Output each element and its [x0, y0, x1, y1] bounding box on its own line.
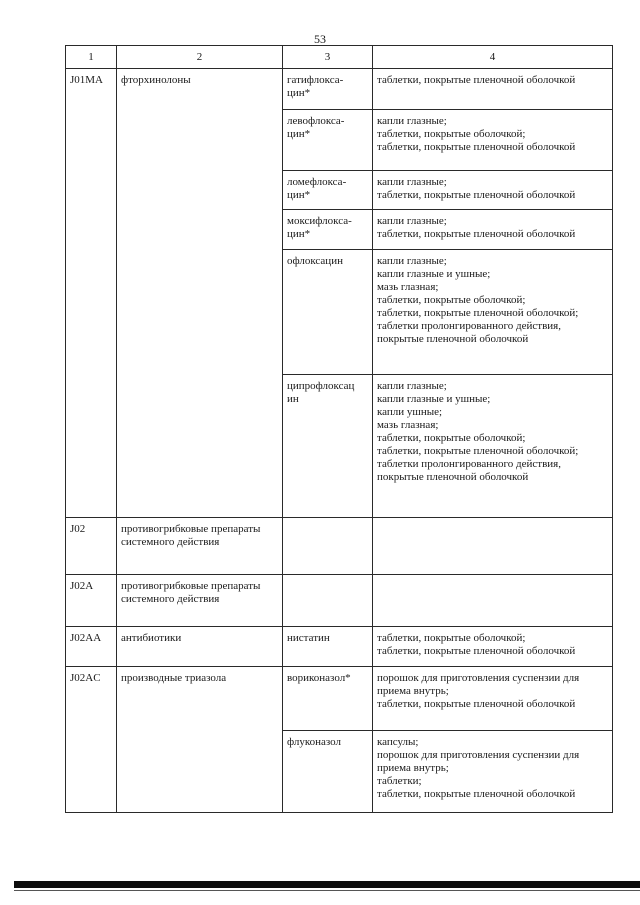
- dosage-form-line: таблетки, покрытые оболочкой;: [377, 632, 526, 644]
- atc-code-cell: [66, 171, 117, 210]
- group-name-cell: фторхинолоны: [117, 69, 283, 110]
- dosage-form-line: таблетки, покрытые оболочкой;: [377, 128, 526, 140]
- atc-code-cell: J02AC: [66, 667, 117, 731]
- drug-name-cell: моксифлокса- цин*: [283, 210, 373, 250]
- atc-code-cell: [66, 250, 117, 375]
- table-row: [66, 110, 613, 171]
- header-col-3: 3: [283, 46, 373, 69]
- table-body: [66, 69, 613, 813]
- atc-code-cell: J02AA: [66, 627, 117, 667]
- atc-code-cell: [66, 375, 117, 518]
- dosage-forms-cell: [373, 250, 613, 375]
- group-name-cell: антибиотики: [117, 627, 283, 667]
- dosage-form-line: капли глазные;: [377, 255, 447, 267]
- dosage-form-line: таблетки, покрытые оболочкой;: [377, 294, 526, 306]
- dosage-forms-cell: [373, 69, 613, 110]
- dosage-form-line: таблетки, покрытые пленочной оболочкой: [377, 698, 576, 710]
- dosage-form-line: капли глазные и ушные;: [377, 268, 491, 280]
- atc-code-cell: [66, 210, 117, 250]
- atc-code-cell: J02A: [66, 575, 117, 627]
- dosage-form-line: таблетки;: [377, 775, 422, 787]
- dosage-form-line: таблетки, покрытые пленочной оболочкой: [377, 228, 576, 240]
- dosage-forms-cell: [373, 210, 613, 250]
- page-number: 53: [314, 32, 326, 46]
- dosage-form-line: капли глазные и ушные;: [377, 393, 491, 405]
- dosage-form-line: капсулы;: [377, 736, 419, 748]
- drug-name-cell: ломефлокса- цин*: [283, 171, 373, 210]
- dosage-form-line: таблетки, покрытые пленочной оболочкой: [377, 645, 576, 657]
- dosage-form-line: мазь глазная;: [377, 281, 439, 293]
- table-row: [66, 375, 613, 518]
- group-name-cell: [117, 110, 283, 171]
- header-col-2: 2: [117, 46, 283, 69]
- drug-name-cell: нистатин: [283, 627, 373, 667]
- atc-code-cell: [66, 110, 117, 171]
- drug-name-cell: офлоксацин: [283, 250, 373, 375]
- footer-rule: [14, 881, 640, 888]
- table-row: [66, 171, 613, 210]
- dosage-forms-cell: [373, 627, 613, 667]
- dosage-forms-cell: [373, 110, 613, 171]
- dosage-forms-cell: [373, 575, 613, 627]
- header-col-4: 4: [373, 46, 613, 69]
- group-name-cell: [117, 375, 283, 518]
- dosage-form-line: таблетки, покрытые пленочной оболочкой: [377, 141, 576, 153]
- group-name-cell: [117, 210, 283, 250]
- drug-name-cell: [283, 518, 373, 575]
- group-name-cell: противогрибковые препараты системного действия: [117, 518, 283, 575]
- dosage-form-line: таблетки пролонгированного действия, покрытые пленочной оболочкой: [377, 458, 561, 483]
- table-row: [66, 518, 613, 575]
- header-col-1: 1: [66, 46, 117, 69]
- dosage-form-line: таблетки, покрытые пленочной оболочкой;: [377, 445, 579, 457]
- table-row: [66, 667, 613, 731]
- drug-name-cell: гатифлокса- цин*: [283, 69, 373, 110]
- table-row: [66, 575, 613, 627]
- dosage-form-line: капли ушные;: [377, 406, 443, 418]
- dosage-form-line: таблетки, покрытые пленочной оболочкой: [377, 189, 576, 201]
- footer-rule-thin: [14, 890, 640, 891]
- table-row: [66, 627, 613, 667]
- drug-name-cell: флуконазол: [283, 731, 373, 813]
- group-name-cell: производные триазола: [117, 667, 283, 731]
- table-row: [66, 250, 613, 375]
- dosage-forms-cell: [373, 171, 613, 210]
- atc-code-cell: J01MA: [66, 69, 117, 110]
- drug-name-cell: левофлокса- цин*: [283, 110, 373, 171]
- drug-table: [65, 45, 613, 813]
- dosage-form-line: капли глазные;: [377, 115, 447, 127]
- atc-code-cell: J02: [66, 518, 117, 575]
- drug-name-cell: вориконазол*: [283, 667, 373, 731]
- header-row: [66, 46, 613, 69]
- dosage-forms-cell: [373, 375, 613, 518]
- dosage-forms-cell: [373, 731, 613, 813]
- dosage-form-line: таблетки, покрытые пленочной оболочкой: [377, 788, 576, 800]
- dosage-form-line: таблетки, покрытые пленочной оболочкой;: [377, 307, 579, 319]
- group-name-cell: [117, 171, 283, 210]
- dosage-form-line: таблетки, покрытые оболочкой;: [377, 432, 526, 444]
- dosage-forms-cell: [373, 667, 613, 731]
- table-row: [66, 731, 613, 813]
- dosage-form-line: капли глазные;: [377, 176, 447, 188]
- group-name-cell: [117, 250, 283, 375]
- drug-name-cell: [283, 575, 373, 627]
- dosage-form-line: порошок для приготовления суспензии для приема внутрь;: [377, 749, 580, 774]
- dosage-form-line: капли глазные;: [377, 215, 447, 227]
- table-row: [66, 69, 613, 110]
- group-name-cell: противогрибковые препараты системного действия: [117, 575, 283, 627]
- dosage-form-line: таблетки пролонгированного действия, покрытые пленочной оболочкой: [377, 320, 561, 345]
- dosage-form-line: таблетки, покрытые пленочной оболочкой: [377, 74, 576, 86]
- table-row: [66, 210, 613, 250]
- dosage-form-line: капли глазные;: [377, 380, 447, 392]
- group-name-cell: [117, 731, 283, 813]
- drug-name-cell: ципрофлоксац ин: [283, 375, 373, 518]
- atc-code-cell: [66, 731, 117, 813]
- table-header: [66, 46, 613, 69]
- dosage-form-line: мазь глазная;: [377, 419, 439, 431]
- dosage-form-line: порошок для приготовления суспензии для приема внутрь;: [377, 672, 580, 697]
- dosage-forms-cell: [373, 518, 613, 575]
